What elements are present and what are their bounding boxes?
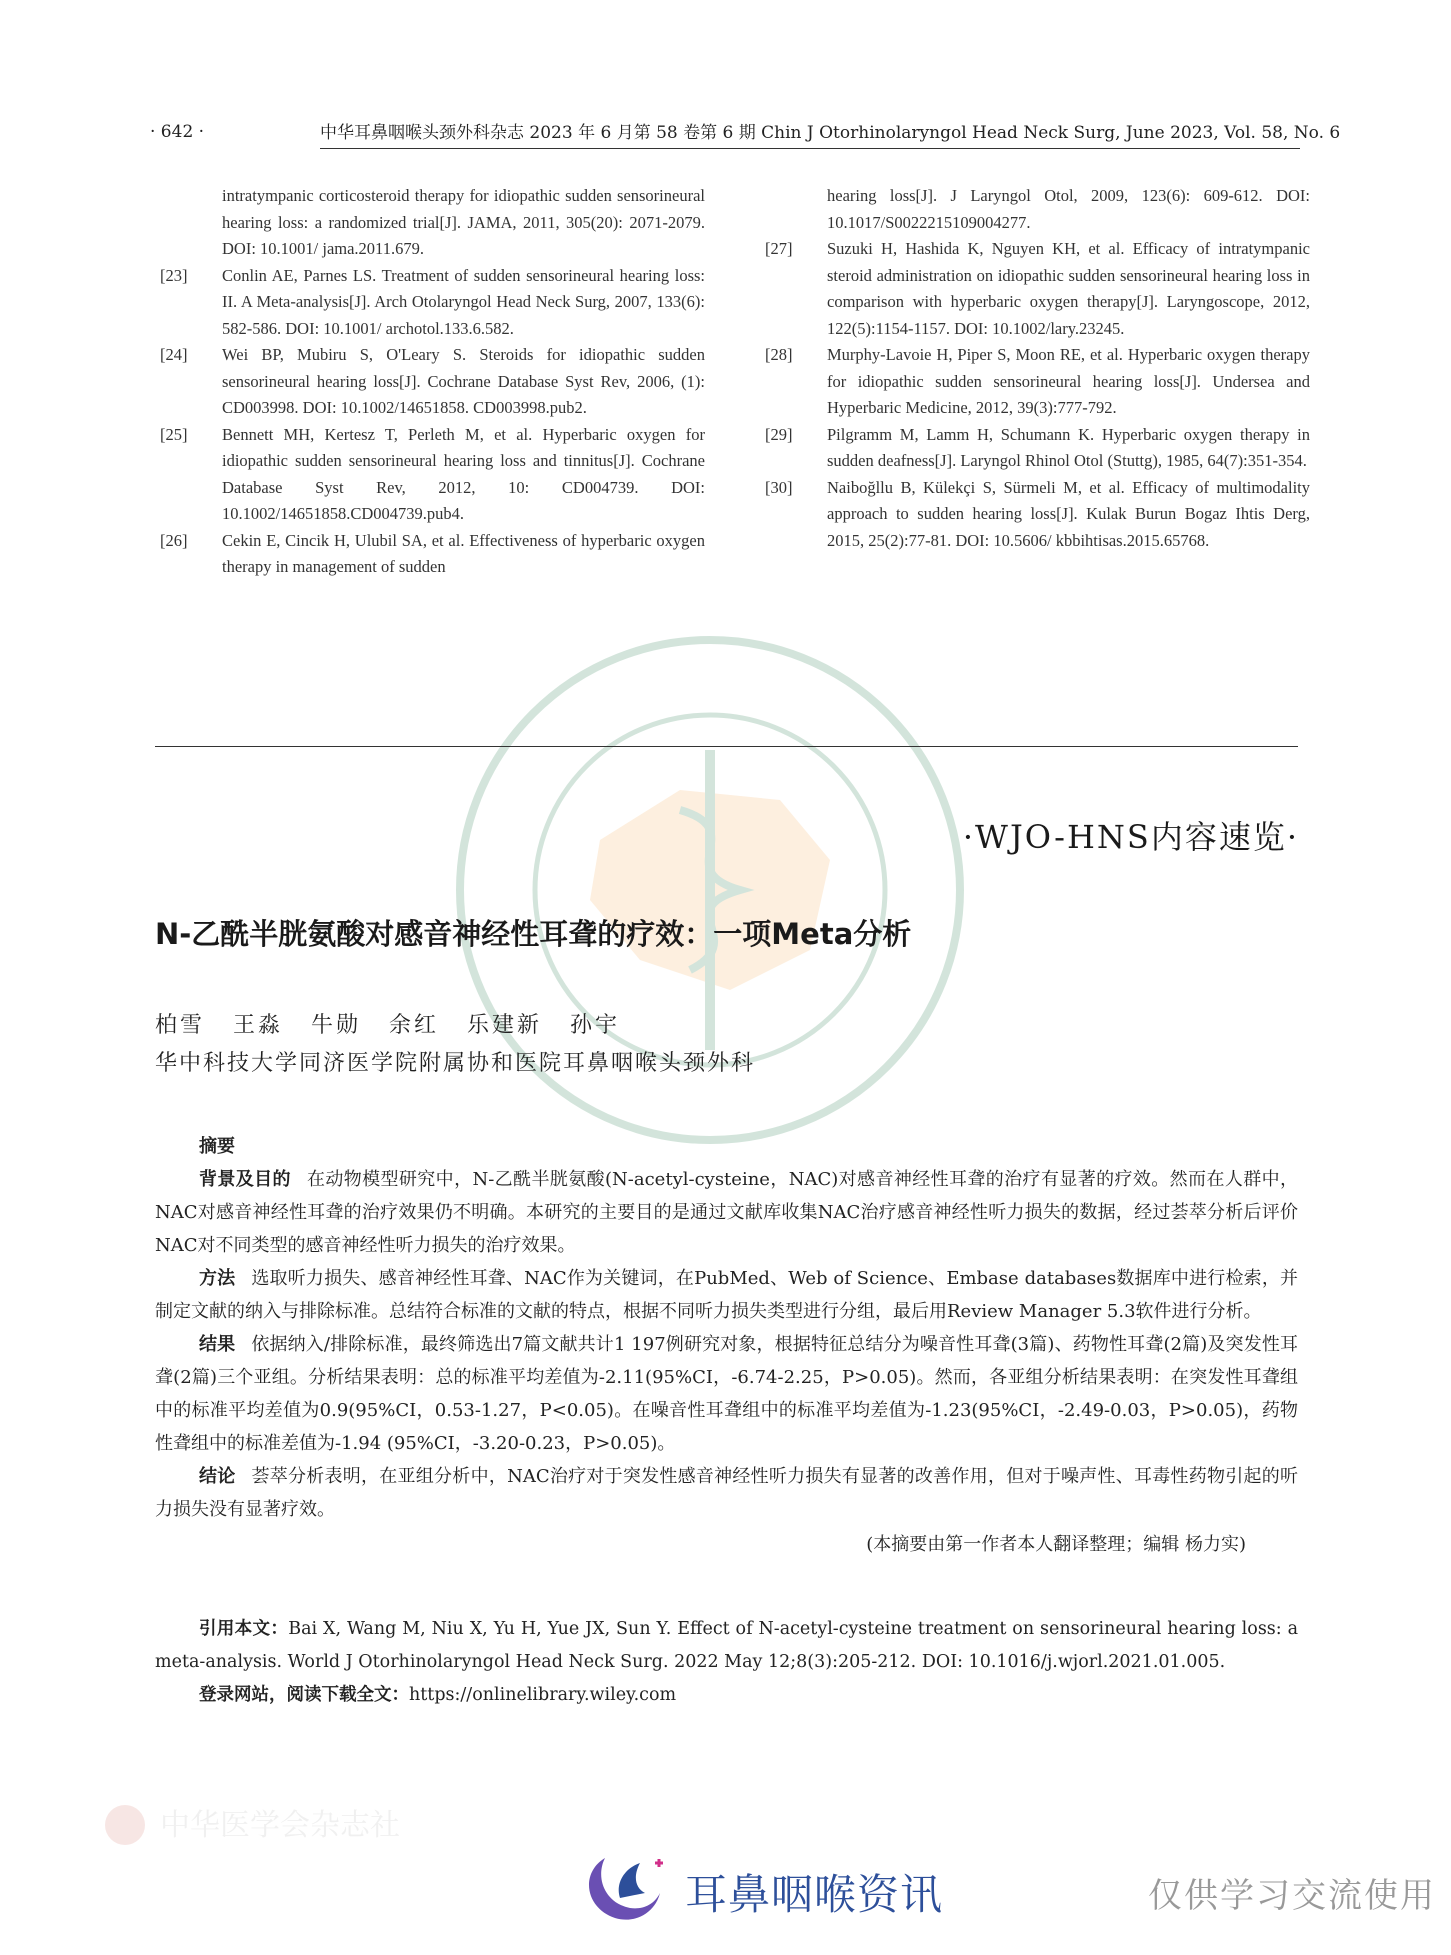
results-label: 结果 (199, 1334, 236, 1355)
page-number: · 642 · (150, 122, 205, 142)
abstract-results: 结果 依据纳入/排除标准，最终筛选出7篇文献共计1 197例研究对象，根据特征总结分为噪音性耳聋(3篇)、药物性耳聋(2篇)及突发性耳聋(2篇)三个亚组。分析结果表明：总的标准平均差值为-2.11(95%CI，-6.74-2.25，P>0.05)。然而，各亚组分析结果表明：在突发性耳聋组中的标准平均差值为0.9(95%CI，0.53-1.27，P<0.05)。在噪音性耳聋组中的标准平均差值为-1.23(95%CI，-2.49-0.03，P>0.05)，药物性聋组中的标准差值为-1.94 (95%CI，-3.20-0.23，P>0.05)。 (155, 1334, 1299, 1454)
article-title: N-乙酰半胱氨酸对感音神经性耳聋的疗效：一项Meta分析 (155, 917, 912, 951)
reference-item: [25] Bennett MH, Kertesz T, Perleth M, et al. Hyperbaric oxygen for idiopathic sudden sensorineural hearing loss and tinnitus[J]. Cochrane Database Syst Rev, 2012, 10: CD004739. DOI: 10.1002/14651858.CD004739.pub4. (160, 424, 705, 523)
reference-item: [24] Wei BP, Mubiru S, O'Leary S. Steroids for idiopathic sudden sensorineural hearing loss[J]. Cochrane Database Syst Rev, 2006, (1): CD003998. DOI: 10.1002/14651858. CD003998.pub2. (160, 345, 705, 417)
reference-item: intratympanic corticosteroid therapy for idiopathic sudden sensorineural hearing loss: a randomized trial[J]. JAMA, 2011, 305(20): 2071-2079. DOI: 10.1001/ jama.2011.679. (222, 186, 705, 258)
brand-logo-icon (575, 1848, 685, 1928)
reference-item: [27] Suzuki H, Hashida K, Nguyen KH, et al. Efficacy of intratympanic steroid administration on idiopathic sudden sensorineural hearing loss in comparison with hyperbaric oxygen therapy[J]. Laryngoscope, 2012, 122(5):1154-1157. DOI: 10.1002/lary.23245. (765, 239, 1310, 338)
abstract-background: 背景及目的 在动物模型研究中，N-乙酰半胱氨酸(N-acetyl-cysteine，NAC)对感音神经性耳聋的治疗有显著的疗效。然而在人群中，NAC对感音神经性耳聋的治疗效果仍不明确。本研究的主要目的是通过文献库收集NAC治疗感音神经性听力损失的数据，经过荟萃分析后评价NAC对不同类型的感音神经性听力损失的治疗效果。 (155, 1169, 1299, 1256)
section-divider (155, 746, 1298, 747)
journal-citation-line: 中华耳鼻咽喉头颈外科杂志 2023 年 6 月第 58 卷第 6 期 Chin J Otorhinolaryngol Head Neck Surg, June 2023, Vol. 58, No. 6 (320, 118, 1300, 149)
reference-item: hearing loss[J]. J Laryngol Otol, 2009, 123(6): 609-612. DOI: 10.1017/S0022215109004277. (827, 186, 1310, 232)
abstract (155, 1130, 1298, 1561)
reference-item: [26] Cekin E, Cincik H, Ulubil SA, et al. Effectiveness of hyperbaric oxygen therapy in management of sudden (160, 530, 705, 576)
citation-block (155, 1613, 1298, 1712)
website-label: 登录网站，阅读下载全文： (199, 1685, 409, 1705)
website-line (155, 1679, 1298, 1712)
reference-item: [30] Naiboğllu B, Külekçi S, Sürmeli M, et al. Efficacy of multimodality approach to sudden hearing loss[J]. Kulak Burun Bogaz Ihtis Derg, 2015, 25(2):77-81. DOI: 10.5606/ kbbihtisas.2015.65768. (765, 477, 1310, 550)
brand-name: 耳鼻咽喉资讯 (685, 1870, 944, 1919)
reference-item: [29] Pilgramm M, Lamm H, Schumann K. Hyperbaric oxygen therapy in sudden deafness[J]. Laryngol Rhinol Otol (Stuttg), 1985, 64(7):351-354. (765, 424, 1310, 470)
abstract-methods: 方法 选取听力损失、感音神经性耳聋、NAC作为关键词，在PubMed、Web of Science、Embase databases数据库中进行检索，并制定文献的纳入与排除标准。总结符合标准的文献的特点，根据不同听力损失类型进行分组，最后用Review Manager 5.3软件进行分析。 (155, 1268, 1299, 1322)
cite-label: 引用本文： (199, 1619, 289, 1639)
reference-item: [23] Conlin AE, Parnes LS. Treatment of sudden sensorineural hearing loss: II. A Meta-analysis[J]. Arch Otolaryngol Head Neck Surg, 2007, 133(6): 582-586. DOI: 10.1001/ archotol.133.6.582. (160, 265, 705, 338)
running-header (150, 118, 1341, 148)
abstract-conclusion: 结论 荟萃分析表明，在亚组分析中，NAC治疗对于突发性感音神经性听力损失有显著的改善作用，但对于噪声性、耳毒性药物引起的听力损失没有显著疗效。 (155, 1466, 1299, 1520)
translation-note: (本摘要由第一作者本人翻译整理；编辑 杨力实) (866, 1534, 1246, 1555)
references-left-column (160, 183, 705, 581)
publisher-watermark-text: 中华医学会杂志社 (160, 1808, 400, 1843)
publisher-logo-watermark (100, 1800, 660, 1850)
abstract-heading: 摘要 (199, 1136, 235, 1157)
cite-this-article: 引用本文：Bai X, Wang M, Niu X, Yu H, Yue JX, Sun Y. Effect of N-acetyl-cysteine treatment on sensorineural hearing loss: a meta-analysis. World J Otorhinolaryngol Head Neck Surg. 2022 May 12;8(3):205-212. DOI: 10.1016/j.wjorl.2021.01.005. (155, 1619, 1299, 1672)
watermark-caption: 仅供学习交流使用 (1148, 1876, 1436, 1916)
affiliation: 华中科技大学同济医学院附属协和医院耳鼻咽喉头颈外科 (155, 1051, 756, 1076)
methods-label: 方法 (199, 1268, 236, 1289)
reference-item: [28] Murphy-Lavoie H, Piper S, Moon RE, et al. Hyperbaric oxygen therapy for idiopathic sudden sensorineural hearing loss[J]. Undersea and Hyperbaric Medicine, 2012, 39(3):777-792. (765, 345, 1310, 417)
section-label: ·WJO-HNS内容速览· (962, 818, 1299, 856)
author-list: 柏雪 王淼 牛勋 余红 乐建新 孙宇 (155, 1013, 620, 1038)
references-right-column (765, 183, 1310, 554)
website-link[interactable]: https://onlinelibrary.wiley.com (409, 1685, 677, 1705)
background-label: 背景及目的 (199, 1169, 291, 1190)
conclusion-label: 结论 (199, 1466, 236, 1487)
